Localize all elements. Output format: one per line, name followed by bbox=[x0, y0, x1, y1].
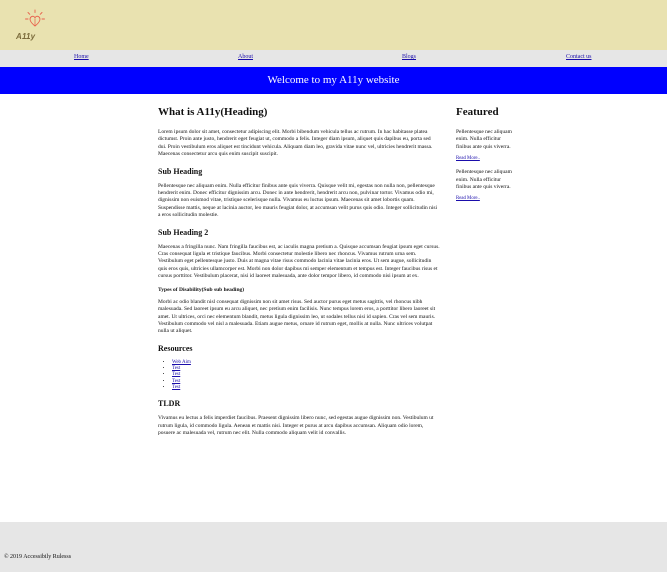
site-logo[interactable] bbox=[16, 9, 52, 43]
site-footer bbox=[0, 522, 667, 572]
site-header bbox=[0, 0, 667, 50]
tldr-heading: TLDR bbox=[158, 399, 181, 409]
welcome-banner bbox=[0, 67, 667, 94]
resources-heading: Resources bbox=[158, 343, 193, 353]
sub-heading-2: Sub Heading 2 bbox=[158, 227, 209, 237]
featured-heading: Featured bbox=[456, 106, 499, 118]
read-more-link[interactable]: Read More.. bbox=[456, 196, 480, 202]
resource-link[interactable]: Test bbox=[172, 372, 181, 378]
logo-text: A11y bbox=[16, 32, 36, 41]
main-nav bbox=[0, 50, 667, 67]
resource-link[interactable]: Test bbox=[172, 384, 181, 390]
intro-paragraph: Lorem ipsum dolor sit amet, consectetur adipiscing elit. Morbi bibendum vehicula tellus ac rutrum. In hac habitasse platea dictumst. Proin ante justo, hendrerit eget feugiat ut, commodo a felis. Integer diam ipsum, aliquet quis dapibus eu, porta sed dui. Proin vestibulum eros aliquet est tincidunt vehicula. Aliquam diam leo, gravida vitae nunc vel, ultricies hendrerit massa. Maecenas consectetur arcu quis enim suscipit suscipit. bbox=[158, 129, 433, 158]
page-heading: What is A11y(Heading) bbox=[158, 106, 268, 118]
nav-contact-link[interactable]: Contact us bbox=[566, 54, 592, 60]
list-item bbox=[172, 385, 440, 391]
banner-title: Welcome to my A11y website bbox=[267, 74, 400, 86]
heart-sun-icon bbox=[24, 9, 46, 31]
nav-blogs-link[interactable]: Blogs bbox=[402, 54, 417, 60]
featured-sidebar bbox=[456, 106, 516, 209]
copyright-text: © 2019 Accessibily Rulesss bbox=[4, 554, 72, 560]
featured-item-text: Pellentesque nec aliquam enim. Nulla efficitur finibus ante quis viverra. bbox=[456, 169, 512, 191]
resources-list bbox=[172, 360, 440, 391]
read-more-link[interactable]: Read More.. bbox=[456, 156, 480, 162]
resource-link-webaim[interactable]: Web Aim bbox=[172, 359, 191, 365]
sub-sub-heading: Types of Disability(Sub sub heading) bbox=[158, 286, 245, 293]
featured-item-text: Pellentesque nec aliquam enim. Nulla efficitur finibus ante quis viverra. bbox=[456, 129, 512, 150]
resource-link[interactable]: Test bbox=[172, 366, 181, 372]
nav-about-link[interactable]: About bbox=[238, 54, 253, 60]
nav-home-link[interactable]: Home bbox=[74, 54, 89, 60]
sub-heading: Sub Heading bbox=[158, 166, 203, 176]
sub-paragraph-2: Maecenas a fringilla nunc. Nam fringilla faucibus est, ac iaculis magna pretium a. Quisque accumsan feugiat ipsum eget cursus. Cras consequat ligula et tristique faucibus. Morbi consectetur molestie libero nec rhoncus. Vivamus rutrum urna sem. Vestibulum eget pellentesque justo. Duis at magna vitae risus commodo lacinia vitae lacinia eros. Ut sem augue, sollicitudin quis eros quis, ultricies ullamcorper est. Morbi non dolor dapibus mi semper elementum et tempus est. Integer faucibus risus et cursus porttitor. Vestibulum placerat, nisi id laoreet malesuada, ante dolor tempor libero, id commodo nisi ipsum at ex. bbox=[158, 243, 440, 280]
resource-link[interactable]: Test bbox=[172, 378, 181, 384]
main-content bbox=[158, 106, 440, 443]
sub-paragraph: Pellentesque nec aliquam enim. Nulla efficitur finibus ante quis viverra. Quisque velit mi, egestas non nulla non, pellentesque hendrerit enim. Donec efficitur dignissim arcu. Donec in ante hendrerit, hendrerit arcu non, pulvinar tortor. Vivamus odio mi, dignissim non euismod vitae, tristique scelerisque nulla. Vivamus eu luctus ipsum. Maecenas sit amet lobortis quam. Suspendisse mattis, neque at lacinia auctor, leo mauris feugiat dolor, at accumsan velit purus quis odio. Integer sollicitudin nisi a eros sollicitudin molestie. bbox=[158, 182, 438, 219]
sub-sub-paragraph: Morbi ac odio blandit nisl consequat dignissim non sit amet risus. Sed auctor purus eget metus sagittis, vel rhoncus nibh malesuada. Sed laoreet ipsum eu arcu aliquet, nec pretium enim facilisis. Nunc tempus lorem eros, a porttitor libero laoreet sit amet. Ut ultrices, orci nec elementum blandit, metus ligula dignissim leo, ut sodales tellus nisi id sapien. Cras vel sem mauris. Vestibulum commodo vel nisl a malesuada. Etiam augue metus, ornare id rutrum eget, mollis at nulla. Nunc ultrices volutpat nulla ut aliquet. bbox=[158, 298, 436, 335]
tldr-paragraph: Vivamus eu lectus a felis imperdiet faucibus. Praesent dignissim libero nunc, sed egestas augue dignissim non. Vestibulum ut rutrum ligula, id commodo ligula. Aenean et mattis nisi. Integer et purus at arcu dapibus accumsan. Aliquam odio lorem, posuere ac malesuada vel, rutrum nec elit. Nulla commodo aliquam velit id convallis. bbox=[158, 415, 434, 437]
